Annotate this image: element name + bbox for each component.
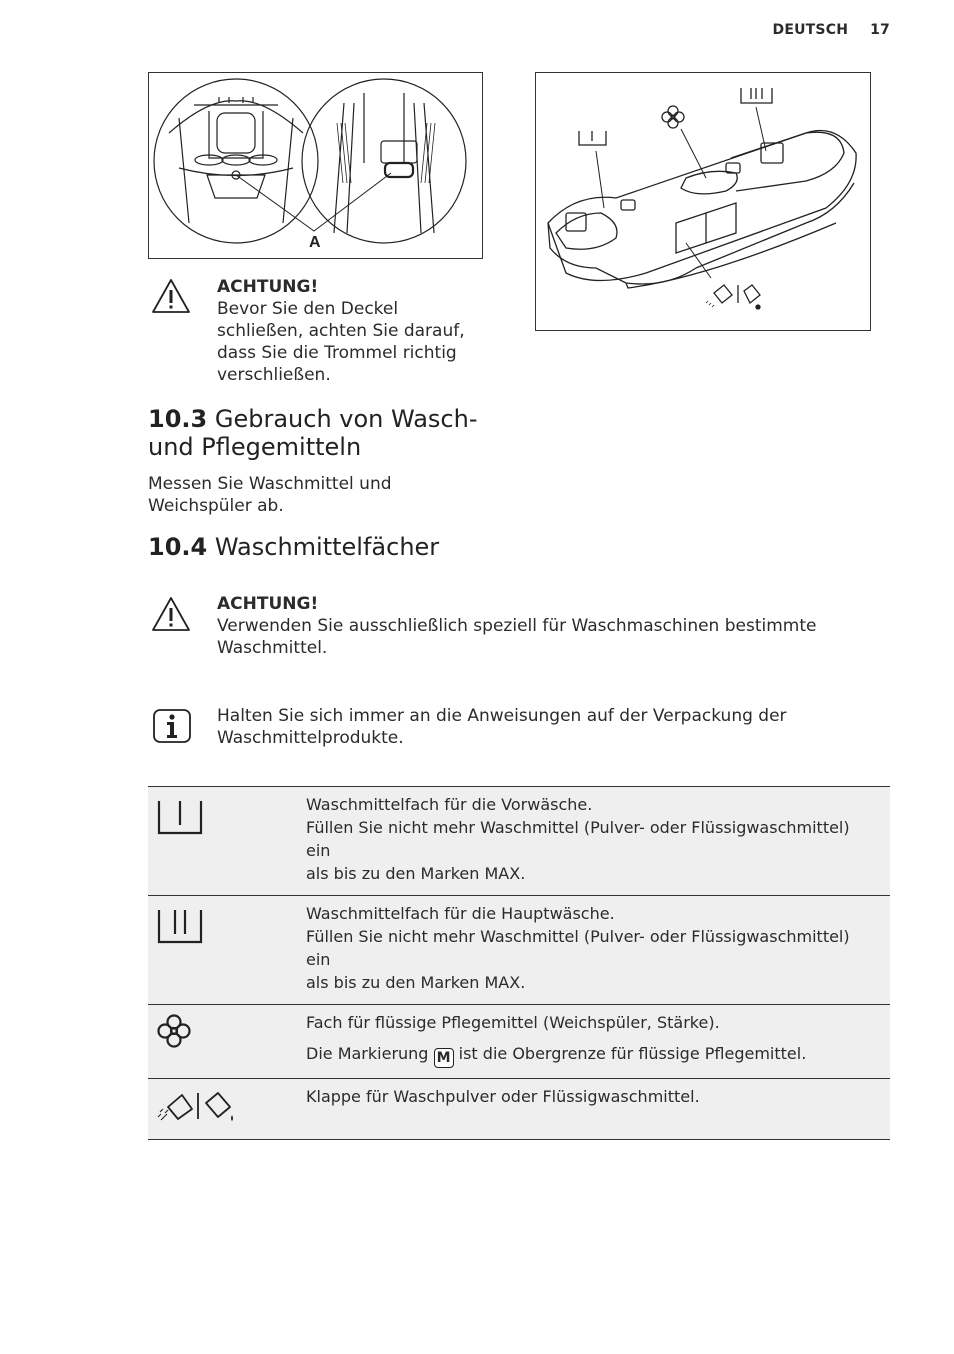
- info-note: [217, 705, 877, 749]
- table-line: Füllen Sie nicht mehr Waschmittel (Pulver- oder Flüssigwaschmittel) ein: [306, 927, 850, 969]
- section-10-3-body-line: Weichspüler ab.: [148, 496, 284, 516]
- section-10-4: [148, 533, 439, 561]
- table-row: [148, 787, 890, 896]
- info-icon: [152, 708, 192, 748]
- table-line: als bis zu den Marken MAX.: [306, 864, 526, 883]
- section-10-3-heading: [148, 405, 488, 461]
- warning-2: [217, 593, 877, 659]
- warning-1-line: schließen, achten Sie darauf,: [217, 321, 465, 341]
- figure-label-a: A: [309, 234, 321, 251]
- section-10-3-title-2: und Pflegemitteln: [148, 433, 362, 461]
- drum-figure: [148, 72, 483, 259]
- table-text-cell: [306, 787, 890, 896]
- table-text-cell: [306, 1005, 890, 1079]
- section-10-4-heading: [148, 533, 439, 561]
- dispenser-figure: [535, 72, 871, 331]
- table-line: Füllen Sie nicht mehr Waschmittel (Pulver- oder Flüssigwaschmittel) ein: [306, 818, 850, 860]
- warning-icon: [150, 595, 192, 637]
- section-10-3-title-1: Gebrauch von Wasch-: [214, 405, 478, 433]
- dispenser-illustration: [536, 73, 870, 330]
- section-10-3-body-line: Messen Sie Waschmittel und: [148, 474, 392, 494]
- warning-1-title: ACHTUNG!: [217, 277, 319, 297]
- compartment-table-grid: [148, 786, 890, 1140]
- table-icon-cell: [148, 1005, 306, 1079]
- compartment-table: [148, 786, 890, 1140]
- warning-1-line: dass Sie die Trommel richtig: [217, 343, 457, 363]
- table-row: [148, 896, 890, 1005]
- warning-1-line: Bevor Sie den Deckel: [217, 299, 399, 319]
- table-line: als bis zu den Marken MAX.: [306, 973, 526, 992]
- softener-flower-icon: [156, 1013, 192, 1049]
- section-10-3-number: 10.3: [148, 405, 208, 433]
- warning-icon: [150, 277, 192, 319]
- page-header: [773, 22, 890, 38]
- prewash-compartment-icon: [156, 795, 204, 835]
- warning-1-line: verschließen.: [217, 365, 331, 385]
- info-line: Halten Sie sich immer an die Anweisungen auf der Verpackung der: [217, 706, 787, 726]
- mark-text-after: ist die Obergrenze für flüssige Pflegemittel.: [458, 1044, 807, 1063]
- warning-2-title: ACHTUNG!: [217, 594, 319, 614]
- table-icon-cell: [148, 1079, 306, 1140]
- table-icon-cell: [148, 787, 306, 896]
- warning-1: [217, 276, 465, 386]
- table-text-cell: [306, 1079, 890, 1140]
- section-10-3-body: [148, 473, 488, 517]
- max-mark-icon: M: [434, 1048, 454, 1068]
- table-line: [306, 1042, 878, 1068]
- drum-illustration: [149, 73, 482, 258]
- table-row: [148, 1079, 890, 1140]
- table-line: Waschmittelfach für die Hauptwäsche.: [306, 904, 615, 923]
- table-row: [148, 1005, 890, 1079]
- mark-text-before: Die Markierung: [306, 1044, 429, 1063]
- page-number: 17: [870, 22, 890, 38]
- table-icon-cell: [148, 896, 306, 1005]
- section-10-4-number: 10.4: [148, 533, 208, 561]
- header-language: DEUTSCH: [772, 22, 849, 38]
- warning-2-line: Waschmittel.: [217, 638, 328, 658]
- warning-2-line: Verwenden Sie ausschließlich speziell für Waschmaschinen bestimmte: [217, 616, 817, 636]
- table-line: Klappe für Waschpulver oder Flüssigwaschmittel.: [306, 1087, 700, 1106]
- powder-liquid-flap-icon: [156, 1087, 240, 1123]
- section-10-3: [148, 405, 488, 517]
- section-10-4-title: Waschmittelfächer: [214, 533, 440, 561]
- table-text-cell: [306, 896, 890, 1005]
- info-line: Waschmittelprodukte.: [217, 728, 404, 748]
- main-wash-compartment-icon: [156, 904, 204, 944]
- table-line: Fach für flüssige Pflegemittel (Weichspüler, Stärke).: [306, 1013, 720, 1032]
- table-line: Waschmittelfach für die Vorwäsche.: [306, 795, 593, 814]
